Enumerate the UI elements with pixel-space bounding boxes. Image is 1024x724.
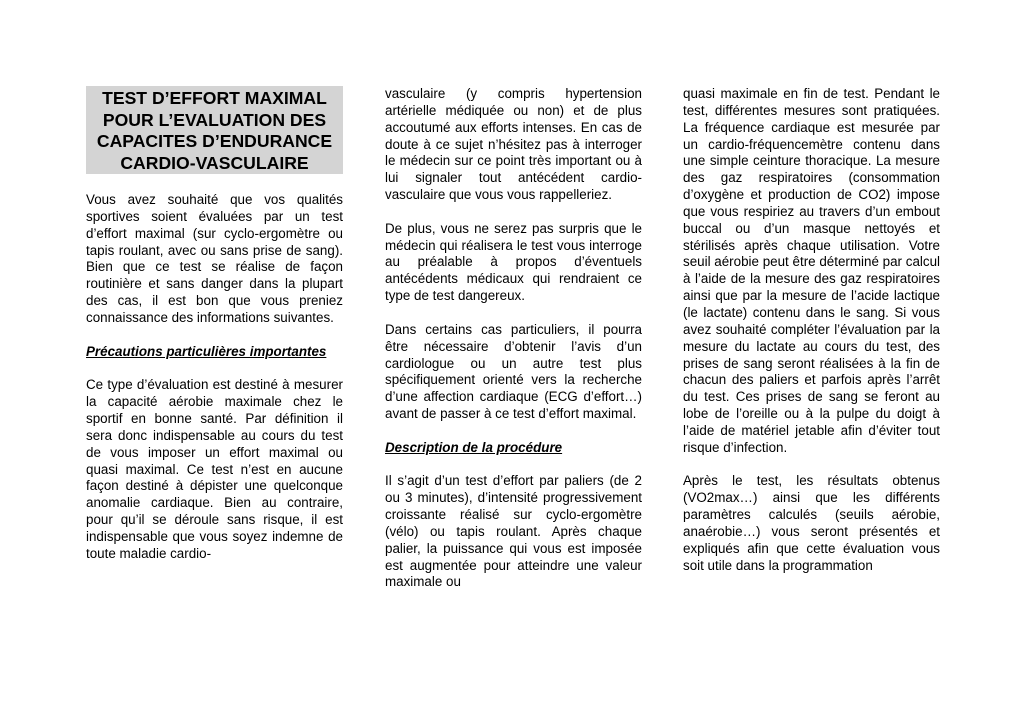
cardiologist-paragraph: Dans certains cas particuliers, il pourra être nécessaire d’obtenir l’avis d’un cardiologue ou un autre test plus spécifiquement orienté vers la recherche d’une affection cardiaque (ECG d’effort…) avant de passer à ce test d’effort maximal.: [385, 321, 642, 422]
procedure-heading: Description de la procédure: [385, 439, 563, 455]
intro-paragraph: Vous avez souhaité que vos qualités sportives soient évaluées par un test d’effort maximal (sur cyclo-ergomètre ou tapis roulant, avec ou sans prise de sang). Bien que ce test se réalise de façon routinière et sans danger dans la plupart des cas, il est bon que vous preniez connaissance des informations suivantes.: [86, 192, 343, 325]
medical-interview-paragraph: De plus, vous ne serez pas surpris que le médecin qui réalisera le test vous interroge au préalable à propos d’éventuels antécédents médicaux qui rendraient ce type de test dangereux.: [385, 220, 642, 304]
precautions-heading: Précautions particulières importantes: [86, 343, 327, 359]
results-paragraph: Après le test, les résultats obtenus (VO2max…) ainsi que les différents paramètres calculés (seuils aérobie, anaérobie…) vous seront présentés et expliqués afin que cette évaluation vous soit utile dans la programmation: [683, 473, 940, 573]
column-2: [385, 86, 642, 608]
cardio-history-paragraph: vasculaire (y compris hypertension artérielle médiquée ou non) et de plus accoutumé aux efforts intenses. En cas de doute à ce sujet n’hésitez pas à interroger le médecin sur ce point très important ou à lui signaler tout antécédent cardio-vasculaire que vous vous rappelleriez.: [385, 86, 642, 203]
measurements-paragraph: quasi maximale en fin de test. Pendant le test, différentes mesures sont pratiquées. La fréquence cardiaque est mesurée par un cardio-fréquencemètre contenu dans une simple ceinture thoracique. La mesure des gaz respiratoires (consommation d’oxygène et production de CO2) impose que vous respiriez au travers d’un embout buccal ou d’un masque nettoyés et stérilisés après chaque utilisation. Votre seuil aérobie peut être déterminé par calcul à l’aide de la mesure des gaz respiratoires ainsi que par la mesure de l’acide lactique (le lactate) contenu dans le sang. Si vous avez souhaité compléter l’évaluation par la mesure du lactate au cours du test, des prises de sang seront réalisées à la fin de chacun des paliers et parfois après l’arrêt du test. Ces prises de sang se feront au lobe de l’oreille ou à la pulpe du doigt à l’aide de matériel jetable afin d’éviter tout risque d’infection.: [683, 86, 940, 455]
document-title: TEST D’EFFORT MAXIMAL POUR L’EVALUATION DES CAPACITES D’ENDURANCE CARDIO-VASCULAIRE: [86, 86, 343, 174]
column-3: [683, 86, 940, 591]
precautions-paragraph: Ce type d’évaluation est destiné à mesurer la capacité aérobie maximale chez le sportif en bonne santé. Par définition il sera donc indispensable au cours du test de vous imposer un effort maximal ou quasi maximal. Ce test n’est en aucune façon destiné à dépister une quelconque anomalie cardiaque. Bien au contraire, pour qu’il se déroule sans risque, il est indispensable que vous soyez indemne de toute maladie cardio-: [86, 377, 343, 561]
procedure-paragraph: Il s’agit d’un test d’effort par paliers (de 2 ou 3 minutes), d’intensité progressivement croissante réalisé sur cyclo-ergomètre (vélo) ou tapis roulant. Après chaque palier, la puissance qui vous est imposée est augmentée pour atteindre une valeur maximale ou: [385, 473, 642, 590]
column-1: [86, 86, 343, 579]
